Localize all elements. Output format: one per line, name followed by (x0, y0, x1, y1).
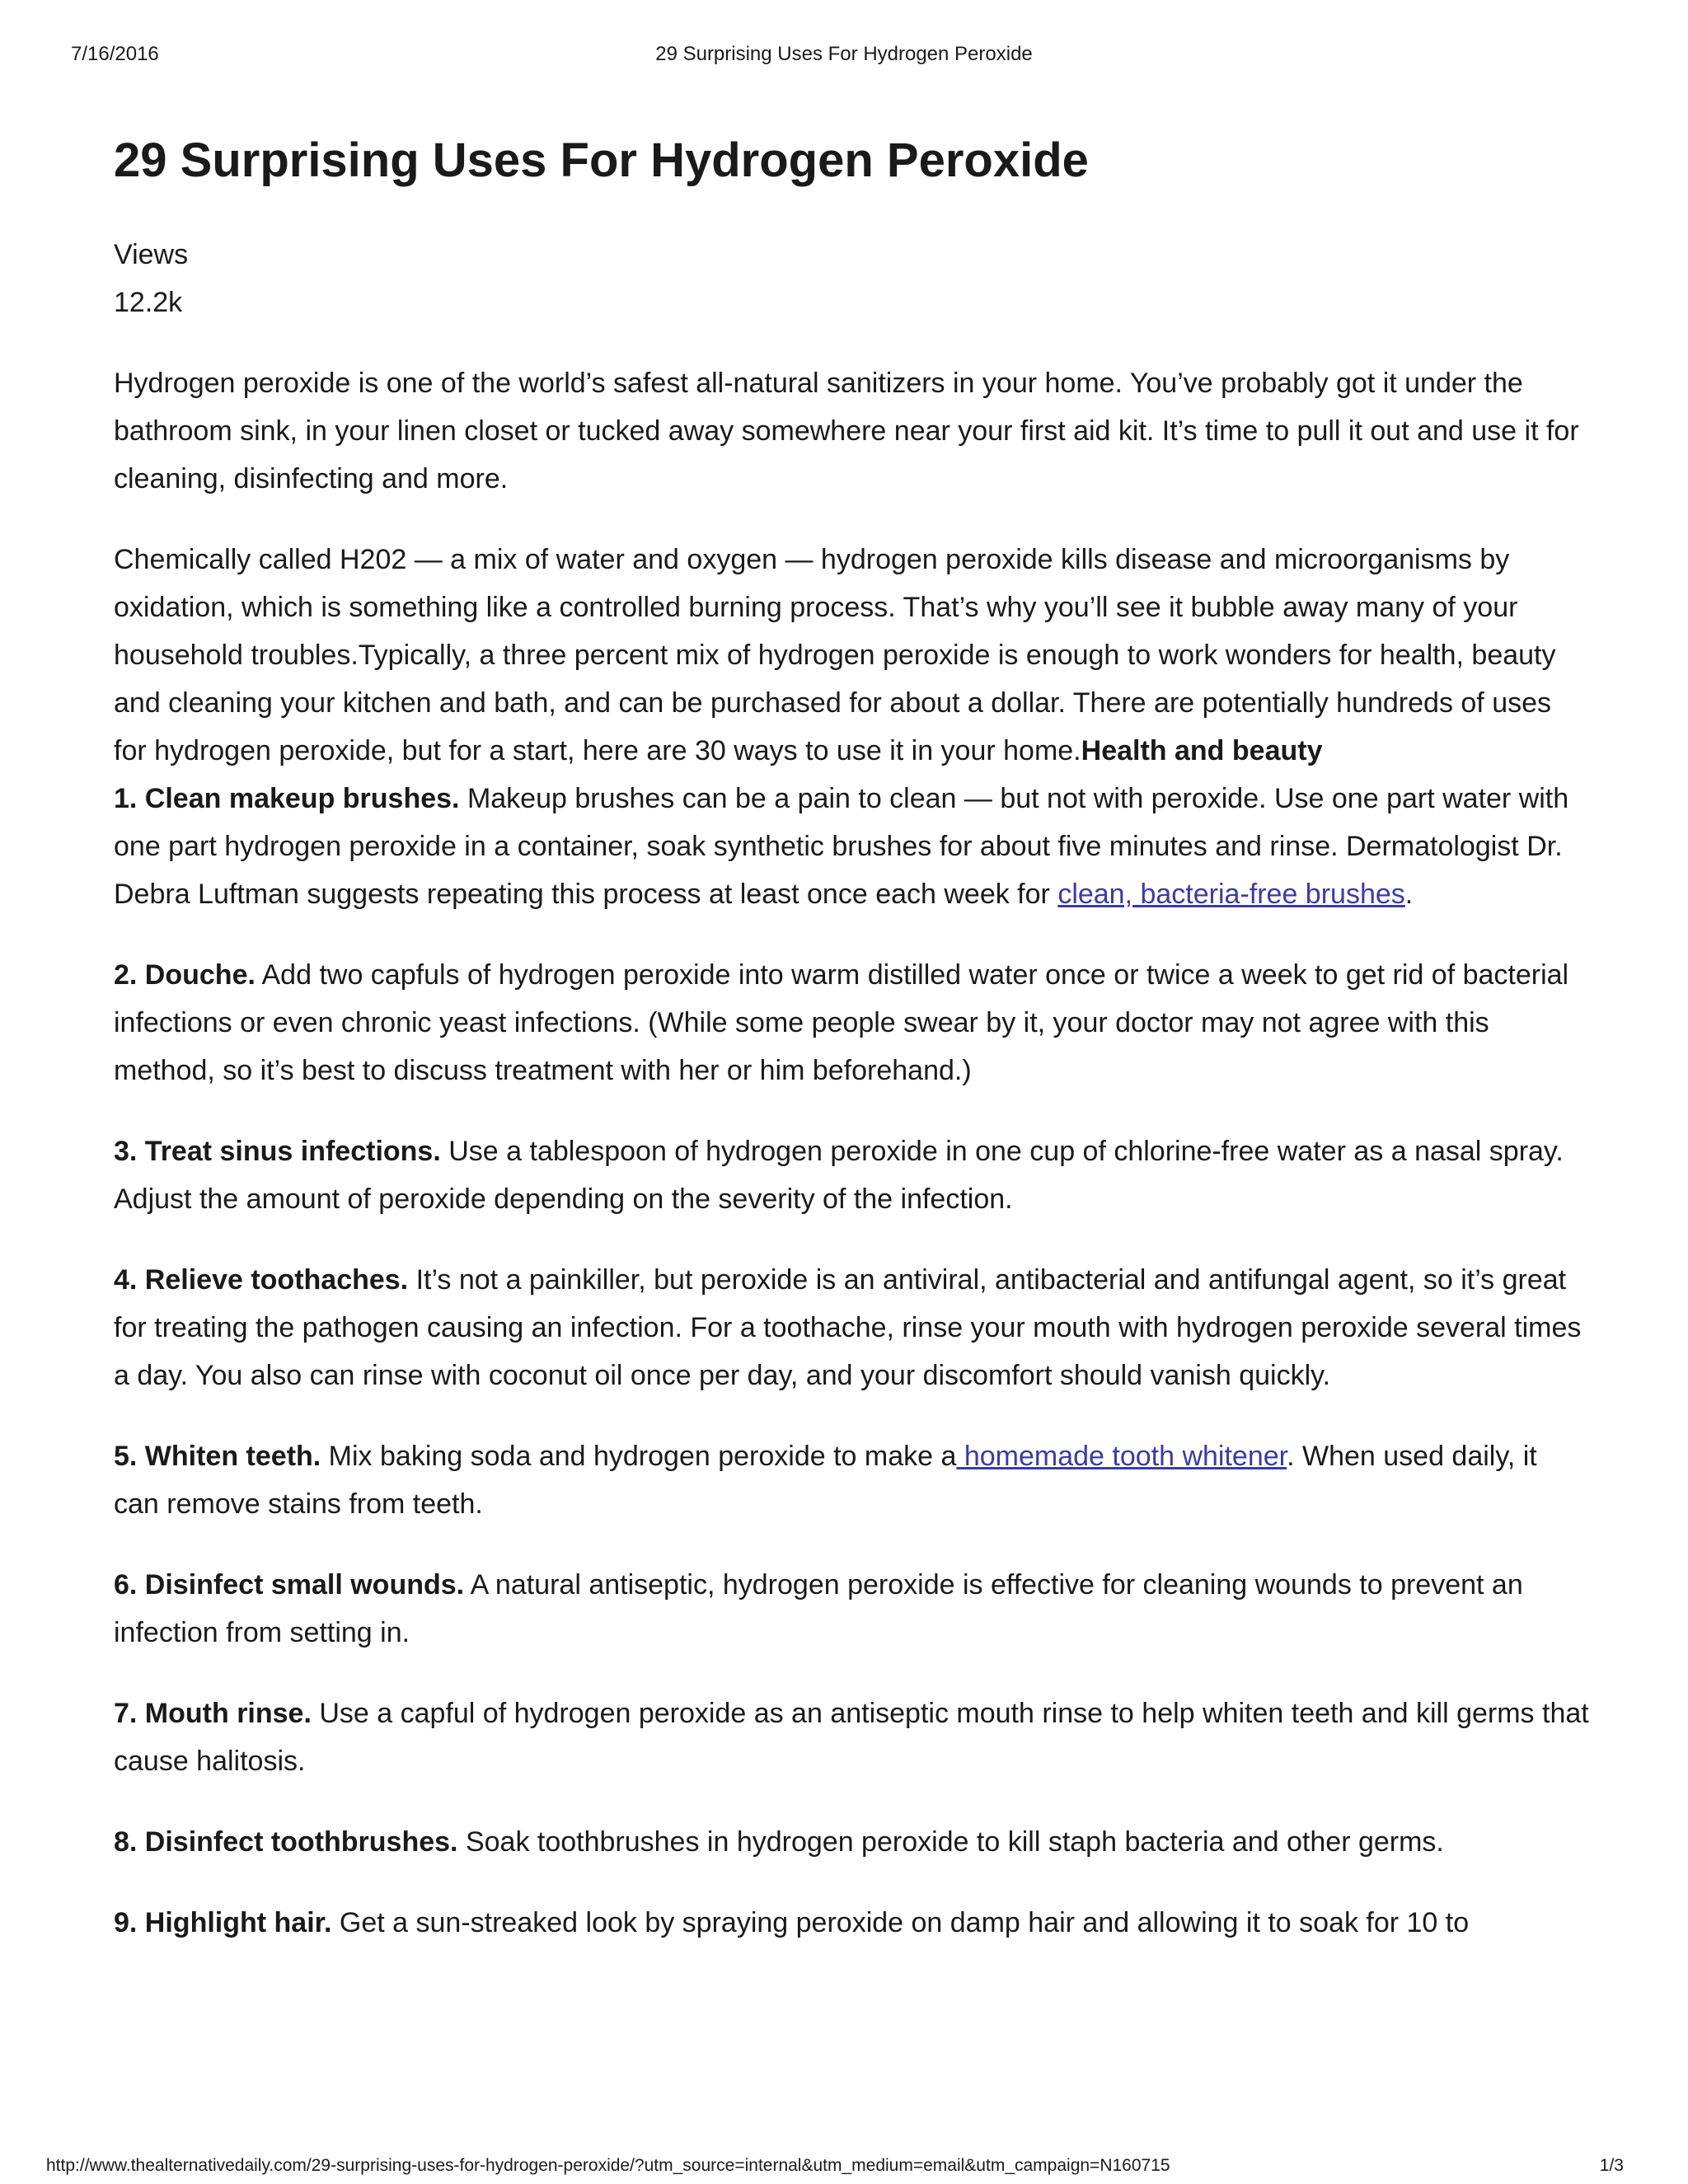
list-item (114, 1127, 1589, 1223)
intro-paragraph-1: Hydrogen peroxide is one of the world’s safest all-natural sanitizers in your home. You’ve probably got it under the bathroom sink, in your linen closet or tucked away somewhere near your first aid kit. It’s time to pull it out and use it for cleaning, disinfecting and more. (114, 367, 1579, 494)
intro-text: Chemically called H202 — a mix of water and oxygen — hydrogen peroxide kills disease and microorganisms by oxidation, which is something like a controlled burning process. That’s why you’ll see it bubble away many of your household troubles.Typically, a three percent mix of hydrogen peroxide is enough to work wonders for health, beauty and cleaning your kitchen and bath, and can be purchased for about a dollar. There are potentially hundreds of uses for hydrogen peroxide, but for a start, here are 30 ways to use it in your home. (114, 543, 1556, 766)
print-page-title: 29 Surprising Uses For Hydrogen Peroxide (655, 43, 1033, 65)
item-title: 6. Disinfect small wounds. (114, 1568, 465, 1601)
item-text: It’s not a painkiller, but peroxide is an antiviral, antibacterial and antifungal agent, so it’s great for treating the pathogen causing an infection. For a toothache, rinse your mouth with hydrogen peroxide several times a day. You also can rinse with coconut oil once per day, and your discomfort should vanish quickly. (114, 1263, 1582, 1391)
views-counter (114, 231, 1589, 326)
tooth-whitener-link[interactable]: homemade tooth whitener (956, 1440, 1287, 1472)
list-item (114, 1256, 1589, 1399)
list-item (114, 1818, 1589, 1866)
section-heading: Health and beauty (1081, 734, 1323, 766)
item-title: 4. Relieve toothaches. (114, 1263, 409, 1296)
list-item (114, 1432, 1589, 1528)
clean-brushes-link[interactable]: clean, bacteria-free brushes (1057, 878, 1405, 910)
item-text: Soak toothbrushes in hydrogen peroxide to kill staph bacteria and other germs. (457, 1825, 1444, 1858)
item-text: Use a capful of hydrogen peroxide as an antiseptic mouth rinse to help whiten teeth and kill germs that cause halitosis. (114, 1697, 1589, 1777)
item-title: 3. Treat sinus infections. (114, 1135, 441, 1167)
article-title: 29 Surprising Uses For Hydrogen Peroxide (114, 134, 1089, 187)
item-title: 8. Disinfect toothbrushes. (114, 1825, 458, 1858)
list-item (114, 1690, 1589, 1785)
item-title: 1. Clean makeup brushes. (114, 782, 460, 814)
item-title: 7. Mouth rinse. (114, 1697, 312, 1729)
views-label: Views (114, 238, 189, 270)
item-text: Use a tablespoon of hydrogen peroxide in one cup of chlorine-free water as a nasal spray. Adjust the amount of peroxide depending on the severity of the infection. (114, 1135, 1564, 1215)
list-item (114, 951, 1589, 1094)
item-text: Add two capfuls of hydrogen peroxide into warm distilled water once or twice a week to get rid of bacterial infections or even chronic yeast infections. (While some people swear by it, your doctor may not agree with this method, so it’s best to discuss treatment with her or him beforehand.) (114, 958, 1569, 1086)
list-item (114, 1561, 1589, 1657)
item-title: 2. Douche. (114, 958, 256, 991)
item-text-end: . (1404, 878, 1414, 910)
item-text: Get a sun-streaked look by spraying peroxide on damp hair and allowing it to soak for 10 to (331, 1906, 1470, 1938)
item-text: A natural antiseptic, hydrogen peroxide is effective for cleaning wounds to prevent an infection from setting in. (114, 1568, 1523, 1648)
article (114, 132, 1589, 1947)
print-date: 7/16/2016 (71, 43, 159, 65)
intro-paragraph-2 (114, 536, 1589, 775)
list-item (114, 775, 1589, 918)
item-text: Mix baking soda and hydrogen peroxide to make a (321, 1440, 957, 1472)
page-number: 1/3 (1599, 2156, 1624, 2175)
views-value: 12.2k (114, 286, 183, 318)
item-text: Makeup brushes can be a pain to clean — but not with peroxide. Use one part water with one part hydrogen peroxide in a container, soak synthetic brushes for about five minutes and rinse. Dermatologist Dr. Debra Luftman suggests repeating this process at least once each week for (114, 782, 1569, 910)
print-url: http://www.thealternativedaily.com/29-surprising-uses-for-hydrogen-peroxide/?utm_source=internal&utm_medium=email&utm_campaign=N160715 (46, 2156, 1170, 2175)
list-item (114, 1899, 1589, 1947)
item-title: 9. Highlight hair. (114, 1906, 332, 1938)
item-title: 5. Whiten teeth. (114, 1440, 321, 1472)
item-text-end: . When used daily, it can remove stains from teeth. (114, 1440, 1537, 1520)
